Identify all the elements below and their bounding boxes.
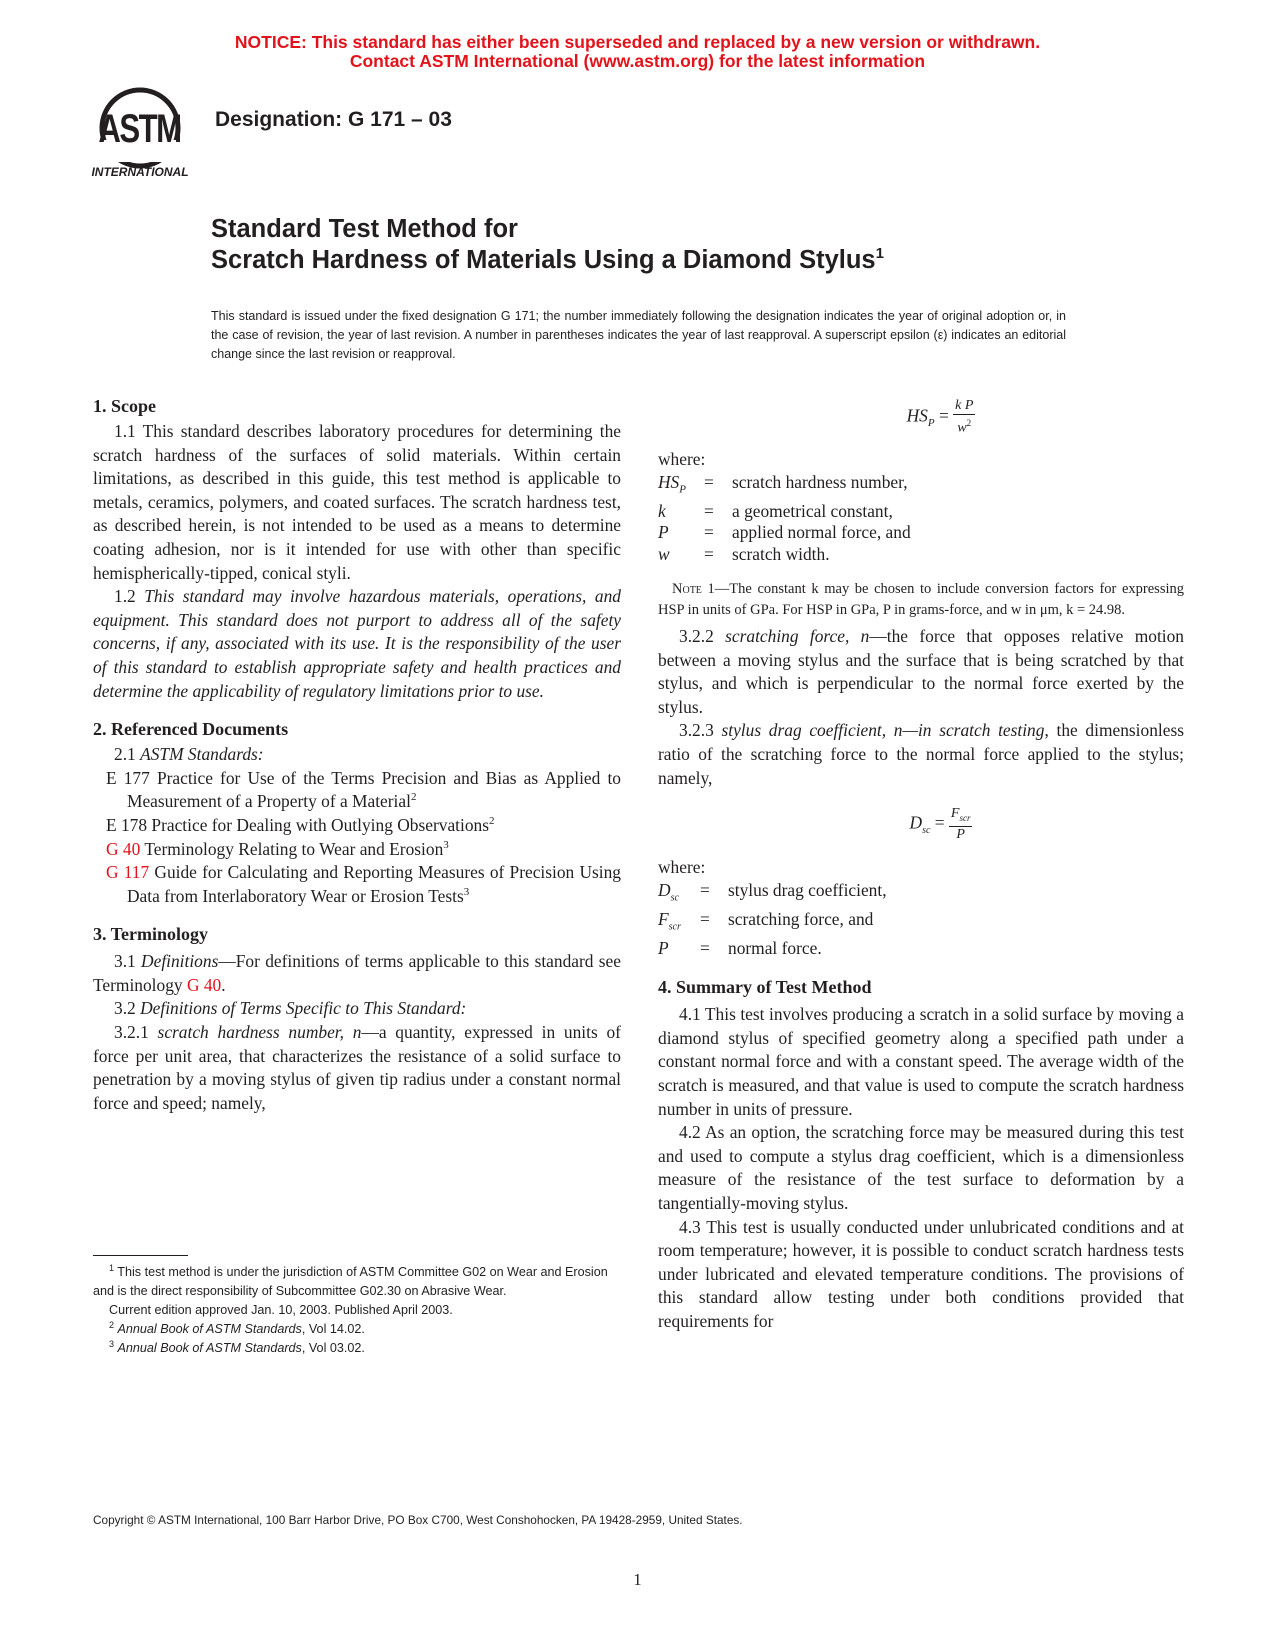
equation-dsc-eq: = bbox=[930, 812, 949, 833]
footnote-2-mark: 2 bbox=[109, 1320, 115, 1330]
ref-g117-link[interactable]: G 117 bbox=[106, 862, 150, 883]
paragraph-1-2-num: 1.2 bbox=[114, 586, 145, 607]
paragraph-3-1-end: . bbox=[221, 974, 226, 995]
paragraph-1-1: 1.1 This standard describes laboratory procedures for determining the scratch hardness of the surfaces of solid materials. Within certain limitations, as described in this guide, this test method is applicable to metals, ceramics, polymers, and coated surfaces. The scratch hardness test, as described herein, is not intended to be used as a means to determine coating adhesion, nor is it intended for use with other than specific hemispherically-tipped, conical styli. bbox=[93, 421, 621, 583]
equation-dsc bbox=[658, 806, 1184, 856]
paragraph-1-2 bbox=[93, 585, 621, 703]
ref-e178-fn: 2 bbox=[489, 814, 495, 827]
equation-dsc-num-sub: scr bbox=[959, 813, 971, 824]
paragraph-3-2-1-text: —a quantity, expressed in units of force per unit area, that characterizes the resistance of a solid surface to penetration by a moving stylus of given tip radius under a constant normal force and speed; namely, bbox=[93, 1022, 621, 1113]
equation-hs-lhs-sub: P bbox=[927, 416, 935, 429]
footnote-3-vol: , Vol 03.02. bbox=[301, 1341, 365, 1355]
footnote-1b: Current edition approved Jan. 10, 2003. Published April 2003. bbox=[109, 1303, 453, 1317]
equation-dsc-denominator: P bbox=[956, 827, 965, 843]
equation-hs-den-w: w bbox=[957, 420, 967, 436]
where-1-sym: k bbox=[658, 500, 666, 521]
equation-dsc-numerator bbox=[949, 806, 973, 827]
equation-dsc-num-f: F bbox=[950, 806, 960, 822]
where-1-eq: = bbox=[704, 500, 714, 521]
scope-heading: 1. Scope bbox=[93, 396, 156, 416]
paragraph-3-1-text: —For definitions of terms applicable to this standard see Terminology bbox=[93, 951, 621, 995]
equation-dsc-lhs: D bbox=[909, 812, 923, 833]
footnote-2 bbox=[93, 1320, 621, 1339]
designation: Designation: G 171 – 03 bbox=[215, 108, 452, 131]
title-line-2 bbox=[211, 245, 884, 276]
where-2-def: scratching force, and bbox=[728, 908, 874, 929]
page-number: 1 bbox=[633, 1570, 642, 1589]
footnote-2-vol: , Vol 14.02. bbox=[301, 1322, 365, 1336]
ref-e178-code: E 178 bbox=[106, 814, 148, 835]
note-1-label: Note bbox=[672, 581, 702, 598]
paragraph-3-2-1 bbox=[93, 1021, 621, 1115]
where-2-sym-sub: scr bbox=[668, 921, 681, 933]
summary-heading: 4. Summary of Test Method bbox=[658, 977, 872, 998]
notice-line-1: NOTICE: This standard has either been superseded and replaced by a new version or withdrawn. bbox=[234, 32, 1041, 52]
where-1-def: scratch width. bbox=[732, 543, 830, 564]
where-2-eq: = bbox=[700, 908, 710, 929]
where-1-eq: = bbox=[704, 522, 714, 543]
ref-e178 bbox=[93, 814, 621, 838]
paragraph-3-1 bbox=[93, 950, 621, 997]
footnote-1-mark: 1 bbox=[109, 1263, 115, 1273]
where-2-sym: P bbox=[658, 937, 669, 958]
paragraph-3-2-3-text: , the dimensionless ratio of the scratching force to the normal force applied to the stylus; namely, bbox=[658, 720, 1184, 788]
where-1-def: scratch hardness number, bbox=[732, 471, 908, 492]
where-2-sym bbox=[658, 880, 700, 909]
where-1-list bbox=[658, 472, 911, 565]
where-1-row bbox=[658, 544, 911, 566]
where-1-row bbox=[658, 501, 911, 523]
where-1-row bbox=[658, 522, 911, 544]
footnote-1 bbox=[93, 1263, 621, 1301]
where-2-def: stylus drag coefficient, bbox=[728, 879, 887, 900]
paragraph-3-2 bbox=[93, 997, 621, 1021]
where-1-eq: = bbox=[704, 471, 714, 492]
where-block-1 bbox=[658, 448, 1184, 565]
title-line-1: Standard Test Method for bbox=[211, 215, 518, 243]
where-2-eq: = bbox=[700, 879, 710, 900]
paragraph-3-2-num: 3.2 bbox=[114, 998, 141, 1019]
where-2-def: normal force. bbox=[728, 937, 822, 958]
ref-g40-text: Terminology Relating to Wear and Erosion bbox=[140, 838, 444, 859]
title-line-2-text: Scratch Hardness of Materials Using a Diamond Stylus bbox=[211, 246, 876, 274]
footnotes bbox=[93, 1263, 621, 1358]
where-2-eq: = bbox=[700, 937, 710, 958]
paragraph-2-1 bbox=[93, 743, 621, 767]
ref-g40-fn: 3 bbox=[443, 838, 449, 851]
where-2-sym bbox=[658, 909, 700, 938]
paragraph-3-2-2-num: 3.2.2 bbox=[679, 626, 726, 647]
footnote-2-title: Annual Book of ASTM Standards bbox=[117, 1322, 302, 1336]
paragraph-3-2-2-term: scratching force, n bbox=[725, 626, 870, 647]
where-1-label: where: bbox=[658, 449, 706, 469]
note-1-text: 1—The constant k may be chosen to include conversion factors for expressing HSP in units of GPa. For HSP in GPa, P in grams-force, and w in μm, k = 24.98. bbox=[658, 581, 1184, 619]
where-2-row bbox=[658, 880, 887, 909]
title-footnote-mark: 1 bbox=[875, 245, 884, 262]
ref-e177-text: Practice for Use of the Terms Precision and Bias as Applied to Measurement of a Property of a Material bbox=[127, 767, 621, 812]
equation-hs-den-sup: 2 bbox=[966, 418, 972, 428]
paragraph-3-2-3 bbox=[658, 719, 1184, 790]
copyright: Copyright © ASTM International, 100 Barr Harbor Drive, PO Box C700, West Conshohocken, PA 19428-2959, United States. bbox=[93, 1513, 743, 1527]
logo-subtitle: INTERNATIONAL bbox=[91, 165, 189, 179]
ref-g40 bbox=[93, 838, 621, 862]
where-2-sym-sub: sc bbox=[670, 892, 679, 904]
footnote-3 bbox=[93, 1339, 621, 1358]
paragraph-2-1-text: ASTM Standards: bbox=[140, 744, 264, 765]
astm-logo bbox=[88, 84, 198, 184]
where-1-eq: = bbox=[704, 543, 714, 564]
where-1-sym: P bbox=[658, 522, 669, 543]
paragraph-3-2-text: Definitions of Terms Specific to This Standard: bbox=[140, 998, 467, 1019]
equation-hs-numerator: k P bbox=[955, 398, 974, 413]
paragraph-3-2-1-term: scratch hardness number, n bbox=[157, 1022, 362, 1043]
right-column bbox=[658, 398, 1184, 1334]
where-1-sym-text: HS bbox=[658, 471, 680, 492]
ref-g117-text: Guide for Calculating and Reporting Measures of Precision Using Data from Interlaboratory Wear or Erosion Tests bbox=[127, 862, 621, 906]
logo-letters: ASTM bbox=[98, 106, 181, 151]
paragraph-3-2-2 bbox=[658, 625, 1184, 719]
footnote-1-text: This test method is under the jurisdiction of ASTM Committee G02 on Wear and Erosion and is the direct responsibility of Subcommittee G02.30 on Abrasive Wear. bbox=[93, 1265, 608, 1298]
ref-g117-fn: 3 bbox=[463, 885, 470, 898]
paragraph-3-1-num: 3.1 bbox=[114, 951, 142, 972]
where-block-2 bbox=[658, 856, 1184, 959]
where-1-sym-sub: P bbox=[679, 483, 686, 496]
where-2-list bbox=[658, 880, 887, 959]
paragraph-4-2: 4.2 As an option, the scratching force may be measured during this test and used to compute a stylus drag coefficient, which is a dimensionless measure of the resistance of the test surface to deformation by a tangentially-moving stylus. bbox=[658, 1122, 1184, 1213]
equation-hs-denominator bbox=[953, 415, 975, 437]
equation-dsc-lhs-sub: sc bbox=[922, 825, 931, 837]
ref-g40-link[interactable]: G 40 bbox=[106, 838, 141, 859]
paragraph-3-2-3-num: 3.2.3 bbox=[679, 720, 722, 741]
ref-e178-text: Practice for Dealing with Outlying Observations bbox=[147, 814, 489, 835]
ref-e177-fn: 2 bbox=[410, 791, 417, 804]
paragraph-3-2-2-text: —the force that opposes relative motion between a moving stylus and the surface that is being scratched by that stylus, and which is perpendicular to the normal force exerted by the stylus. bbox=[658, 626, 1184, 717]
where-1-def: applied normal force, and bbox=[732, 522, 911, 543]
equation-dsc-fraction bbox=[949, 806, 973, 843]
where-2-sym-text: F bbox=[658, 908, 669, 929]
where-2-row bbox=[658, 909, 887, 938]
ref-e177-code: E 177 bbox=[106, 767, 150, 788]
paragraph-3-2-3-term: stylus drag coefficient, n—in scratch testing bbox=[721, 720, 1045, 741]
left-column bbox=[93, 394, 621, 1115]
ref-e177 bbox=[93, 767, 621, 814]
paragraph-4-3: 4.3 This test is usually conducted under unlubricated conditions and at room temperature; however, it is possible to conduct scratch hardness tests under lubricated and elevated temperature conditions. The provisions of this standard allow testing under both conditions provided that requirements for bbox=[658, 1216, 1184, 1331]
where-1-def: a geometrical constant, bbox=[732, 500, 893, 521]
terminology-g40-link[interactable]: G 40 bbox=[186, 974, 222, 995]
note-1 bbox=[658, 579, 1184, 621]
where-1-sym: w bbox=[658, 543, 670, 564]
paragraph-3-2-1-num: 3.2.1 bbox=[114, 1022, 158, 1043]
paragraph-4-1: 4.1 This test involves producing a scratch in a solid surface by moving a diamond stylus of specified geometry along a specified path under a constant normal force and with a constant speed. The average width of the scratch is measured, and that value is used to compute the scratch hardness number in units of pressure. bbox=[658, 1004, 1184, 1119]
refdocs-heading: 2. Referenced Documents bbox=[93, 719, 289, 740]
paragraph-3-1-label: Definitions bbox=[141, 951, 219, 972]
notice-line-2: Contact ASTM International (www.astm.org) for the latest information bbox=[349, 51, 926, 71]
where-1-row bbox=[658, 472, 911, 501]
footnote-3-title: Annual Book of ASTM Standards bbox=[117, 1341, 302, 1355]
where-2-sym-text: D bbox=[658, 879, 671, 900]
where-2-label: where: bbox=[658, 857, 706, 878]
paragraph-2-1-num: 2.1 bbox=[114, 744, 141, 765]
equation-hs-eq: = bbox=[934, 405, 954, 426]
document-title bbox=[211, 214, 884, 276]
where-2-row bbox=[658, 938, 887, 960]
supersede-notice bbox=[0, 33, 1275, 71]
ref-g117 bbox=[93, 861, 621, 908]
terminology-heading: 3. Terminology bbox=[93, 924, 209, 945]
footnote-rule bbox=[93, 1255, 188, 1256]
footnote-3-mark: 3 bbox=[109, 1339, 115, 1349]
equation-hs-fraction bbox=[953, 398, 975, 437]
issued-note: This standard is issued under the fixed designation G 171; the number immediately following the designation indicates the year of original adoption or, in the case of revision, the year of last revision. A number in parentheses indicates the year of last reapproval. A superscript epsilon (ε) indicates an editorial change since the last revision or reapproval. bbox=[211, 309, 1066, 361]
equation-hs bbox=[658, 398, 1184, 448]
where-1-sym bbox=[658, 472, 704, 501]
equation-hs-lhs: HS bbox=[906, 405, 928, 426]
paragraph-1-2-text: This standard may involve hazardous materials, operations, and equipment. This standard does not purport to address all of the safety concerns, if any, associated with its use. It is the responsibility of the user of this standard to establish appropriate safety and health practices and determine the applicability of regulatory limitations prior to use. bbox=[93, 586, 621, 701]
